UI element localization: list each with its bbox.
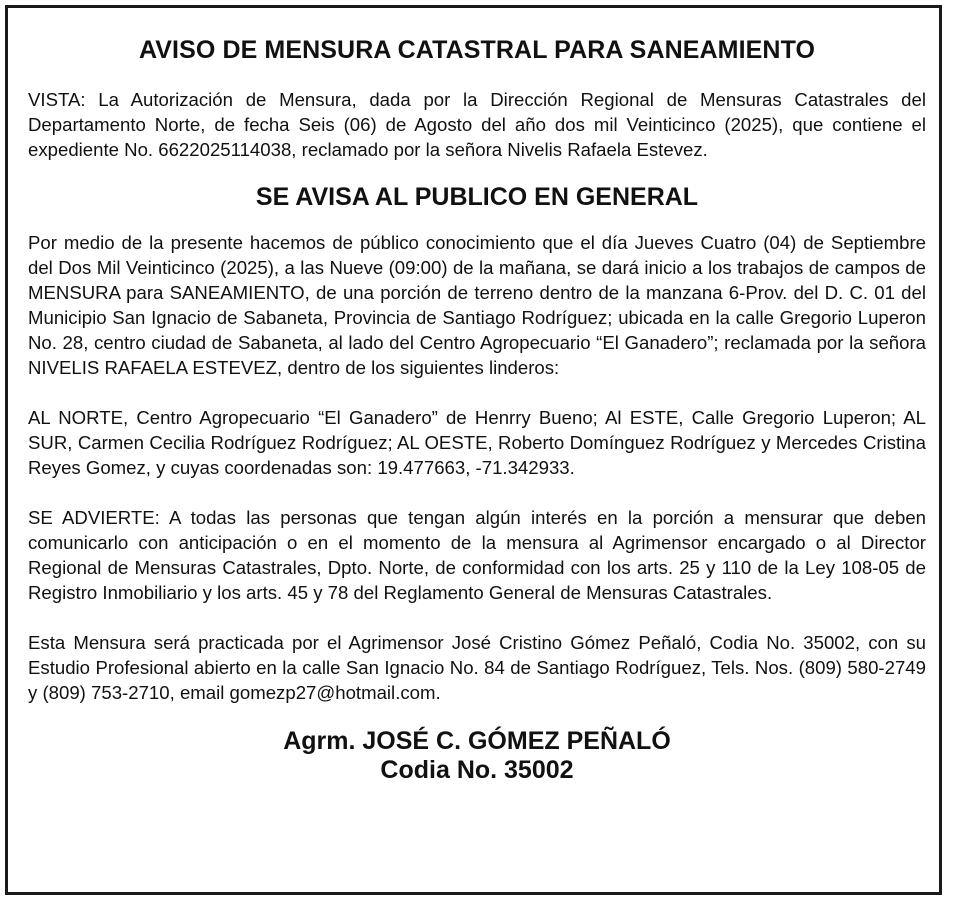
warning-paragraph: SE ADVIERTE: A todas las personas que tengan algún interés en la porción a mensurar que deben comunicarlo con anticipación o en el momento de la mensura al Agrimensor encargado o al Director Regional de Mensuras Catastrales, Dpto. Norte, de conformidad con los arts. 25 y 110 de la Ley 108-05 de Registro Inmobiliario y los arts. 45 y 78 del Reglamento General de Mensuras Catastrales. [28,507,926,603]
announcement-paragraph: Por medio de la presente hacemos de público conocimiento que el día Jueves Cuatro (04) de Septiembre del Dos Mil Veinticinco (2025), a las Nueve (09:00) de la mañana, se dará inicio a los trabajos de campos de MENSURA para SANEAMIENTO, de una porción de terreno dentro de la manzana 6-Prov. del D. C. 01 del Municipio San Ignacio de Sabaneta, Provincia de Santiago Rodríguez; ubicada en la calle Gregorio Luperon No. 28, centro ciudad de Sabaneta, al lado del Centro Agropecuario “El Ganadero”; reclamada por la señora NIVELIS RAFAELA ESTEVEZ, dentro de los siguientes linderos: [28,232,926,378]
notice-frame [5,5,942,895]
notice-subtitle: SE AVISA AL PUBLICO EN GENERAL [255,183,699,211]
vista-paragraph: VISTA: La Autorización de Mensura, dada por la Dirección Regional de Mensuras Catastrales del Departamento Norte, de fecha Seis (06) de Agosto del año dos mil Veinticinco (2025), que contiene el expediente No. 6622025114038, reclamado por la señora Nivelis Rafaela Estevez. [28,89,926,160]
surveyor-paragraph: Esta Mensura será practicada por el Agrimensor José Cristino Gómez Peñaló, Codia No. 35002, con su Estudio Profesional abierto en la calle San Ignacio No. 84 de Santiago Rodríguez, Tels. Nos. (809) 580-2749 y (809) 753-2710, email gomezp27@hotmail.com. [28,632,926,703]
signature-name: Agrm. JOSÉ C. GÓMEZ PEÑALÓ [283,727,671,755]
notice-content [28,8,926,785]
boundaries-paragraph: AL NORTE, Centro Agropecuario “El Ganadero” de Henrry Bueno; Al ESTE, Calle Gregorio Luperon; AL SUR, Carmen Cecilia Rodríguez Rodríguez; AL OESTE, Roberto Domínguez Rodríguez y Mercedes Cristina Reyes Gomez, y cuyas coordenadas son: 19.477663, -71.342933. [28,407,926,478]
notice-title: AVISO DE MENSURA CATASTRAL PARA SANEAMIENTO [138,36,816,64]
signature-codia: Codia No. 35002 [380,756,574,784]
signature-block [28,727,926,785]
